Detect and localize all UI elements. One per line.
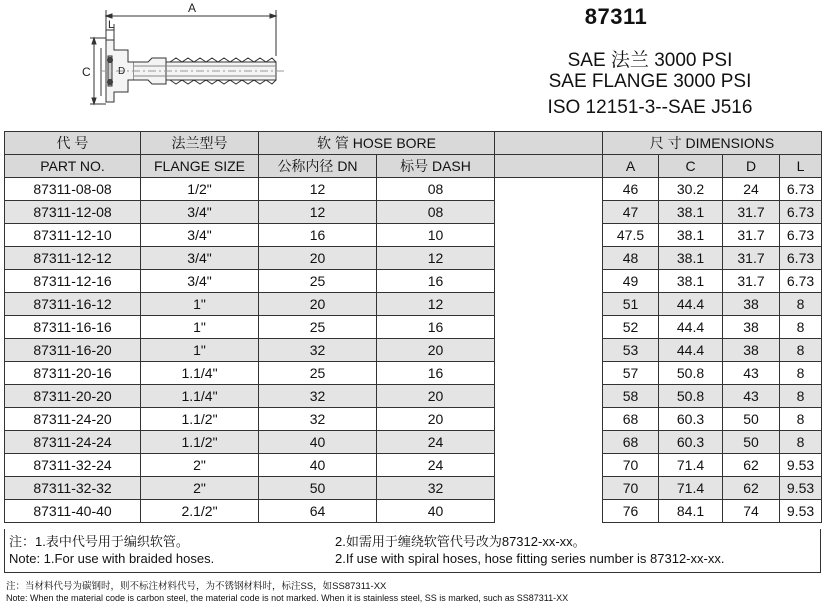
- dash-cell: 16: [377, 270, 495, 293]
- dash-cell: 32: [377, 477, 495, 500]
- header-col-c: C: [659, 155, 723, 178]
- table-row: [5, 316, 822, 339]
- dash-cell: 08: [377, 178, 495, 201]
- dn-cell: 32: [259, 385, 377, 408]
- dn-cell: 16: [259, 224, 377, 247]
- header-dn: 公称内径 DN: [259, 155, 377, 178]
- dim-d-cell: 31.7: [723, 247, 780, 270]
- dim-a-cell: 47.5: [603, 224, 659, 247]
- header-gap: [495, 132, 603, 155]
- dash-cell: 16: [377, 362, 495, 385]
- dim-c-cell: 50.8: [659, 385, 723, 408]
- dim-l-cell: 6.73: [780, 224, 822, 247]
- dim-d-cell: 38: [723, 293, 780, 316]
- part-no-cell: 87311-32-24: [5, 454, 141, 477]
- part-no-cell: 87311-16-16: [5, 316, 141, 339]
- dash-cell: 24: [377, 454, 495, 477]
- row-gap: [495, 362, 603, 385]
- dim-c-label: C: [82, 65, 91, 79]
- table-row: [5, 477, 822, 500]
- flange-size-cell: 1.1/4": [141, 385, 259, 408]
- dim-l-cell: 8: [780, 316, 822, 339]
- model-number: 87311: [584, 4, 648, 29]
- row-gap: [495, 247, 603, 270]
- part-no-cell: 87311-12-16: [5, 270, 141, 293]
- dn-cell: 32: [259, 408, 377, 431]
- dim-d-cell: 50: [723, 431, 780, 454]
- dash-cell: 40: [377, 500, 495, 523]
- row-gap: [495, 201, 603, 224]
- dim-c-cell: 44.4: [659, 316, 723, 339]
- dim-l-cell: 8: [780, 362, 822, 385]
- dn-cell: 25: [259, 316, 377, 339]
- part-no-cell: 87311-20-20: [5, 385, 141, 408]
- row-gap: [495, 408, 603, 431]
- dim-c-cell: 50.8: [659, 362, 723, 385]
- dash-cell: 24: [377, 431, 495, 454]
- header-line-2: SAE FLANGE 3000 PSI: [548, 71, 752, 92]
- row-gap: [495, 454, 603, 477]
- header-dash: 标号 DASH: [377, 155, 495, 178]
- dim-d-cell: 74: [723, 500, 780, 523]
- dim-l-cell: 8: [780, 385, 822, 408]
- header-line-3: ISO 12151-3--SAE J516: [547, 97, 753, 118]
- dim-a-cell: 70: [603, 477, 659, 500]
- header-part-cn: 代 号: [5, 132, 141, 155]
- dn-cell: 12: [259, 201, 377, 224]
- dim-d-cell: 62: [723, 454, 780, 477]
- part-no-cell: 87311-20-16: [5, 362, 141, 385]
- dn-cell: 20: [259, 293, 377, 316]
- dim-l-cell: 6.73: [780, 270, 822, 293]
- part-no-cell: 87311-12-08: [5, 201, 141, 224]
- dash-cell: 20: [377, 339, 495, 362]
- footer-note-en: Note: When the material code is carbon steel, the material code is not marked. When it is stainless steel, SS is marked, such as SS87311-XX: [6, 593, 569, 603]
- dim-c-cell: 44.4: [659, 339, 723, 362]
- dim-d-cell: 43: [723, 385, 780, 408]
- dim-a-cell: 46: [603, 178, 659, 201]
- dim-a-cell: 52: [603, 316, 659, 339]
- dim-c-cell: 38.1: [659, 247, 723, 270]
- dim-d-cell: 38: [723, 339, 780, 362]
- part-no-cell: 87311-16-20: [5, 339, 141, 362]
- header-col-l: L: [780, 155, 822, 178]
- dim-c-cell: 38.1: [659, 224, 723, 247]
- part-no-cell: 87311-12-10: [5, 224, 141, 247]
- row-gap: [495, 316, 603, 339]
- row-gap: [495, 224, 603, 247]
- dim-a-label: A: [188, 1, 197, 15]
- header-col-a: A: [603, 155, 659, 178]
- header-dimensions: 尺 寸 DIMENSIONS: [603, 132, 822, 155]
- dn-cell: 32: [259, 339, 377, 362]
- part-no-cell: 87311-40-40: [5, 500, 141, 523]
- dim-a-cell: 47: [603, 201, 659, 224]
- dn-cell: 25: [259, 362, 377, 385]
- header-line-1: SAE 法兰 3000 PSI: [567, 50, 733, 71]
- note-cn-2: 2.如需用于缠绕软管代号改为87312-xx-xx。: [335, 534, 586, 549]
- header-col-d: D: [723, 155, 780, 178]
- dim-c-cell: 30.2: [659, 178, 723, 201]
- flange-size-cell: 1": [141, 339, 259, 362]
- flange-size-cell: 3/4": [141, 224, 259, 247]
- dn-cell: 12: [259, 178, 377, 201]
- dn-cell: 64: [259, 500, 377, 523]
- dash-cell: 16: [377, 316, 495, 339]
- header-flange-en: FLANGE SIZE: [141, 155, 259, 178]
- header-part-en: PART NO.: [5, 155, 141, 178]
- table-row: [5, 339, 822, 362]
- table-row: [5, 178, 822, 201]
- part-no-cell: 87311-24-20: [5, 408, 141, 431]
- dim-d-cell: 24: [723, 178, 780, 201]
- row-gap: [495, 385, 603, 408]
- row-gap: [495, 500, 603, 523]
- row-gap: [495, 477, 603, 500]
- flange-size-cell: 3/4": [141, 247, 259, 270]
- dash-cell: 08: [377, 201, 495, 224]
- dn-cell: 50: [259, 477, 377, 500]
- dim-a-cell: 68: [603, 431, 659, 454]
- flange-size-cell: 1.1/4": [141, 362, 259, 385]
- dim-c-cell: 60.3: [659, 408, 723, 431]
- dim-c-cell: 71.4: [659, 454, 723, 477]
- part-no-cell: 87311-08-08: [5, 178, 141, 201]
- dim-l-cell: 9.53: [780, 477, 822, 500]
- dim-d-cell: 31.7: [723, 270, 780, 293]
- dim-d-cell: 38: [723, 316, 780, 339]
- table-row: [5, 270, 822, 293]
- note-en-2: 2.If use with spiral hoses, hose fitting series number is 87312-xx-xx.: [335, 551, 725, 566]
- dim-c-cell: 84.1: [659, 500, 723, 523]
- flange-size-cell: 2": [141, 454, 259, 477]
- dim-l-cell: 8: [780, 431, 822, 454]
- dim-a-cell: 68: [603, 408, 659, 431]
- dim-a-cell: 49: [603, 270, 659, 293]
- header-gap: [495, 155, 603, 178]
- dim-l-cell: 6.73: [780, 201, 822, 224]
- part-no-cell: 87311-24-24: [5, 431, 141, 454]
- table-row: [5, 293, 822, 316]
- dim-l-cell: 8: [780, 408, 822, 431]
- dim-l-cell: 9.53: [780, 500, 822, 523]
- dim-a-cell: 53: [603, 339, 659, 362]
- dim-d-cell: 62: [723, 477, 780, 500]
- dim-c-cell: 71.4: [659, 477, 723, 500]
- row-gap: [495, 339, 603, 362]
- table-row: [5, 500, 822, 523]
- spec-table: [4, 131, 822, 523]
- dim-d-cell: 50: [723, 408, 780, 431]
- dn-cell: 40: [259, 454, 377, 477]
- dim-l-cell: 8: [780, 293, 822, 316]
- flange-size-cell: 1": [141, 316, 259, 339]
- dim-a-cell: 70: [603, 454, 659, 477]
- notes-box: [4, 529, 821, 573]
- table-row: [5, 408, 822, 431]
- dash-cell: 10: [377, 224, 495, 247]
- dim-d-cell: 31.7: [723, 224, 780, 247]
- table-row: [5, 224, 822, 247]
- fitting-drawing: [70, 0, 300, 128]
- dim-a-cell: 76: [603, 500, 659, 523]
- dim-c-cell: 60.3: [659, 431, 723, 454]
- dash-cell: 12: [377, 293, 495, 316]
- dim-l-cell: 9.53: [780, 454, 822, 477]
- dim-l-cell: 6.73: [780, 247, 822, 270]
- dim-l-label: L: [108, 19, 115, 31]
- flange-size-cell: 1.1/2": [141, 408, 259, 431]
- dn-cell: 40: [259, 431, 377, 454]
- part-no-cell: 87311-32-32: [5, 477, 141, 500]
- note-cn-1: 注：1.表中代号用于编织软管。: [9, 534, 189, 549]
- dim-d-cell: 31.7: [723, 201, 780, 224]
- flange-size-cell: 2.1/2": [141, 500, 259, 523]
- flange-size-cell: 3/4": [141, 270, 259, 293]
- dn-cell: 20: [259, 247, 377, 270]
- header-hose-bore: 软 管 HOSE BORE: [259, 132, 495, 155]
- table-row: [5, 431, 822, 454]
- dim-a-cell: 57: [603, 362, 659, 385]
- dim-a-cell: 48: [603, 247, 659, 270]
- table-row: [5, 247, 822, 270]
- row-gap: [495, 431, 603, 454]
- dim-c-cell: 38.1: [659, 270, 723, 293]
- row-gap: [495, 270, 603, 293]
- dash-cell: 20: [377, 408, 495, 431]
- dn-cell: 25: [259, 270, 377, 293]
- dim-d-cell: 43: [723, 362, 780, 385]
- dim-d-label: D: [118, 66, 126, 77]
- row-gap: [495, 293, 603, 316]
- flange-size-cell: 1": [141, 293, 259, 316]
- flange-size-cell: 1.1/2": [141, 431, 259, 454]
- flange-size-cell: 3/4": [141, 201, 259, 224]
- dim-c-cell: 38.1: [659, 201, 723, 224]
- header-flange-cn: 法兰型号: [141, 132, 259, 155]
- table-row: [5, 362, 822, 385]
- dim-a-cell: 51: [603, 293, 659, 316]
- flange-size-cell: 2": [141, 477, 259, 500]
- table-row: [5, 454, 822, 477]
- row-gap: [495, 178, 603, 201]
- dim-a-cell: 58: [603, 385, 659, 408]
- note-en-1: Note: 1.For use with braided hoses.: [9, 551, 215, 566]
- table-row: [5, 201, 822, 224]
- dash-cell: 12: [377, 247, 495, 270]
- table-row: [5, 385, 822, 408]
- part-no-cell: 87311-12-12: [5, 247, 141, 270]
- dim-c-cell: 44.4: [659, 293, 723, 316]
- footer-note-cn: 注：当材料代号为碳钢时，则不标注材料代号，为不锈钢材料时，标注SS，如SS87311-XX: [6, 581, 387, 592]
- part-no-cell: 87311-16-12: [5, 293, 141, 316]
- dim-l-cell: 8: [780, 339, 822, 362]
- flange-size-cell: 1/2": [141, 178, 259, 201]
- dim-l-cell: 6.73: [780, 178, 822, 201]
- dash-cell: 20: [377, 385, 495, 408]
